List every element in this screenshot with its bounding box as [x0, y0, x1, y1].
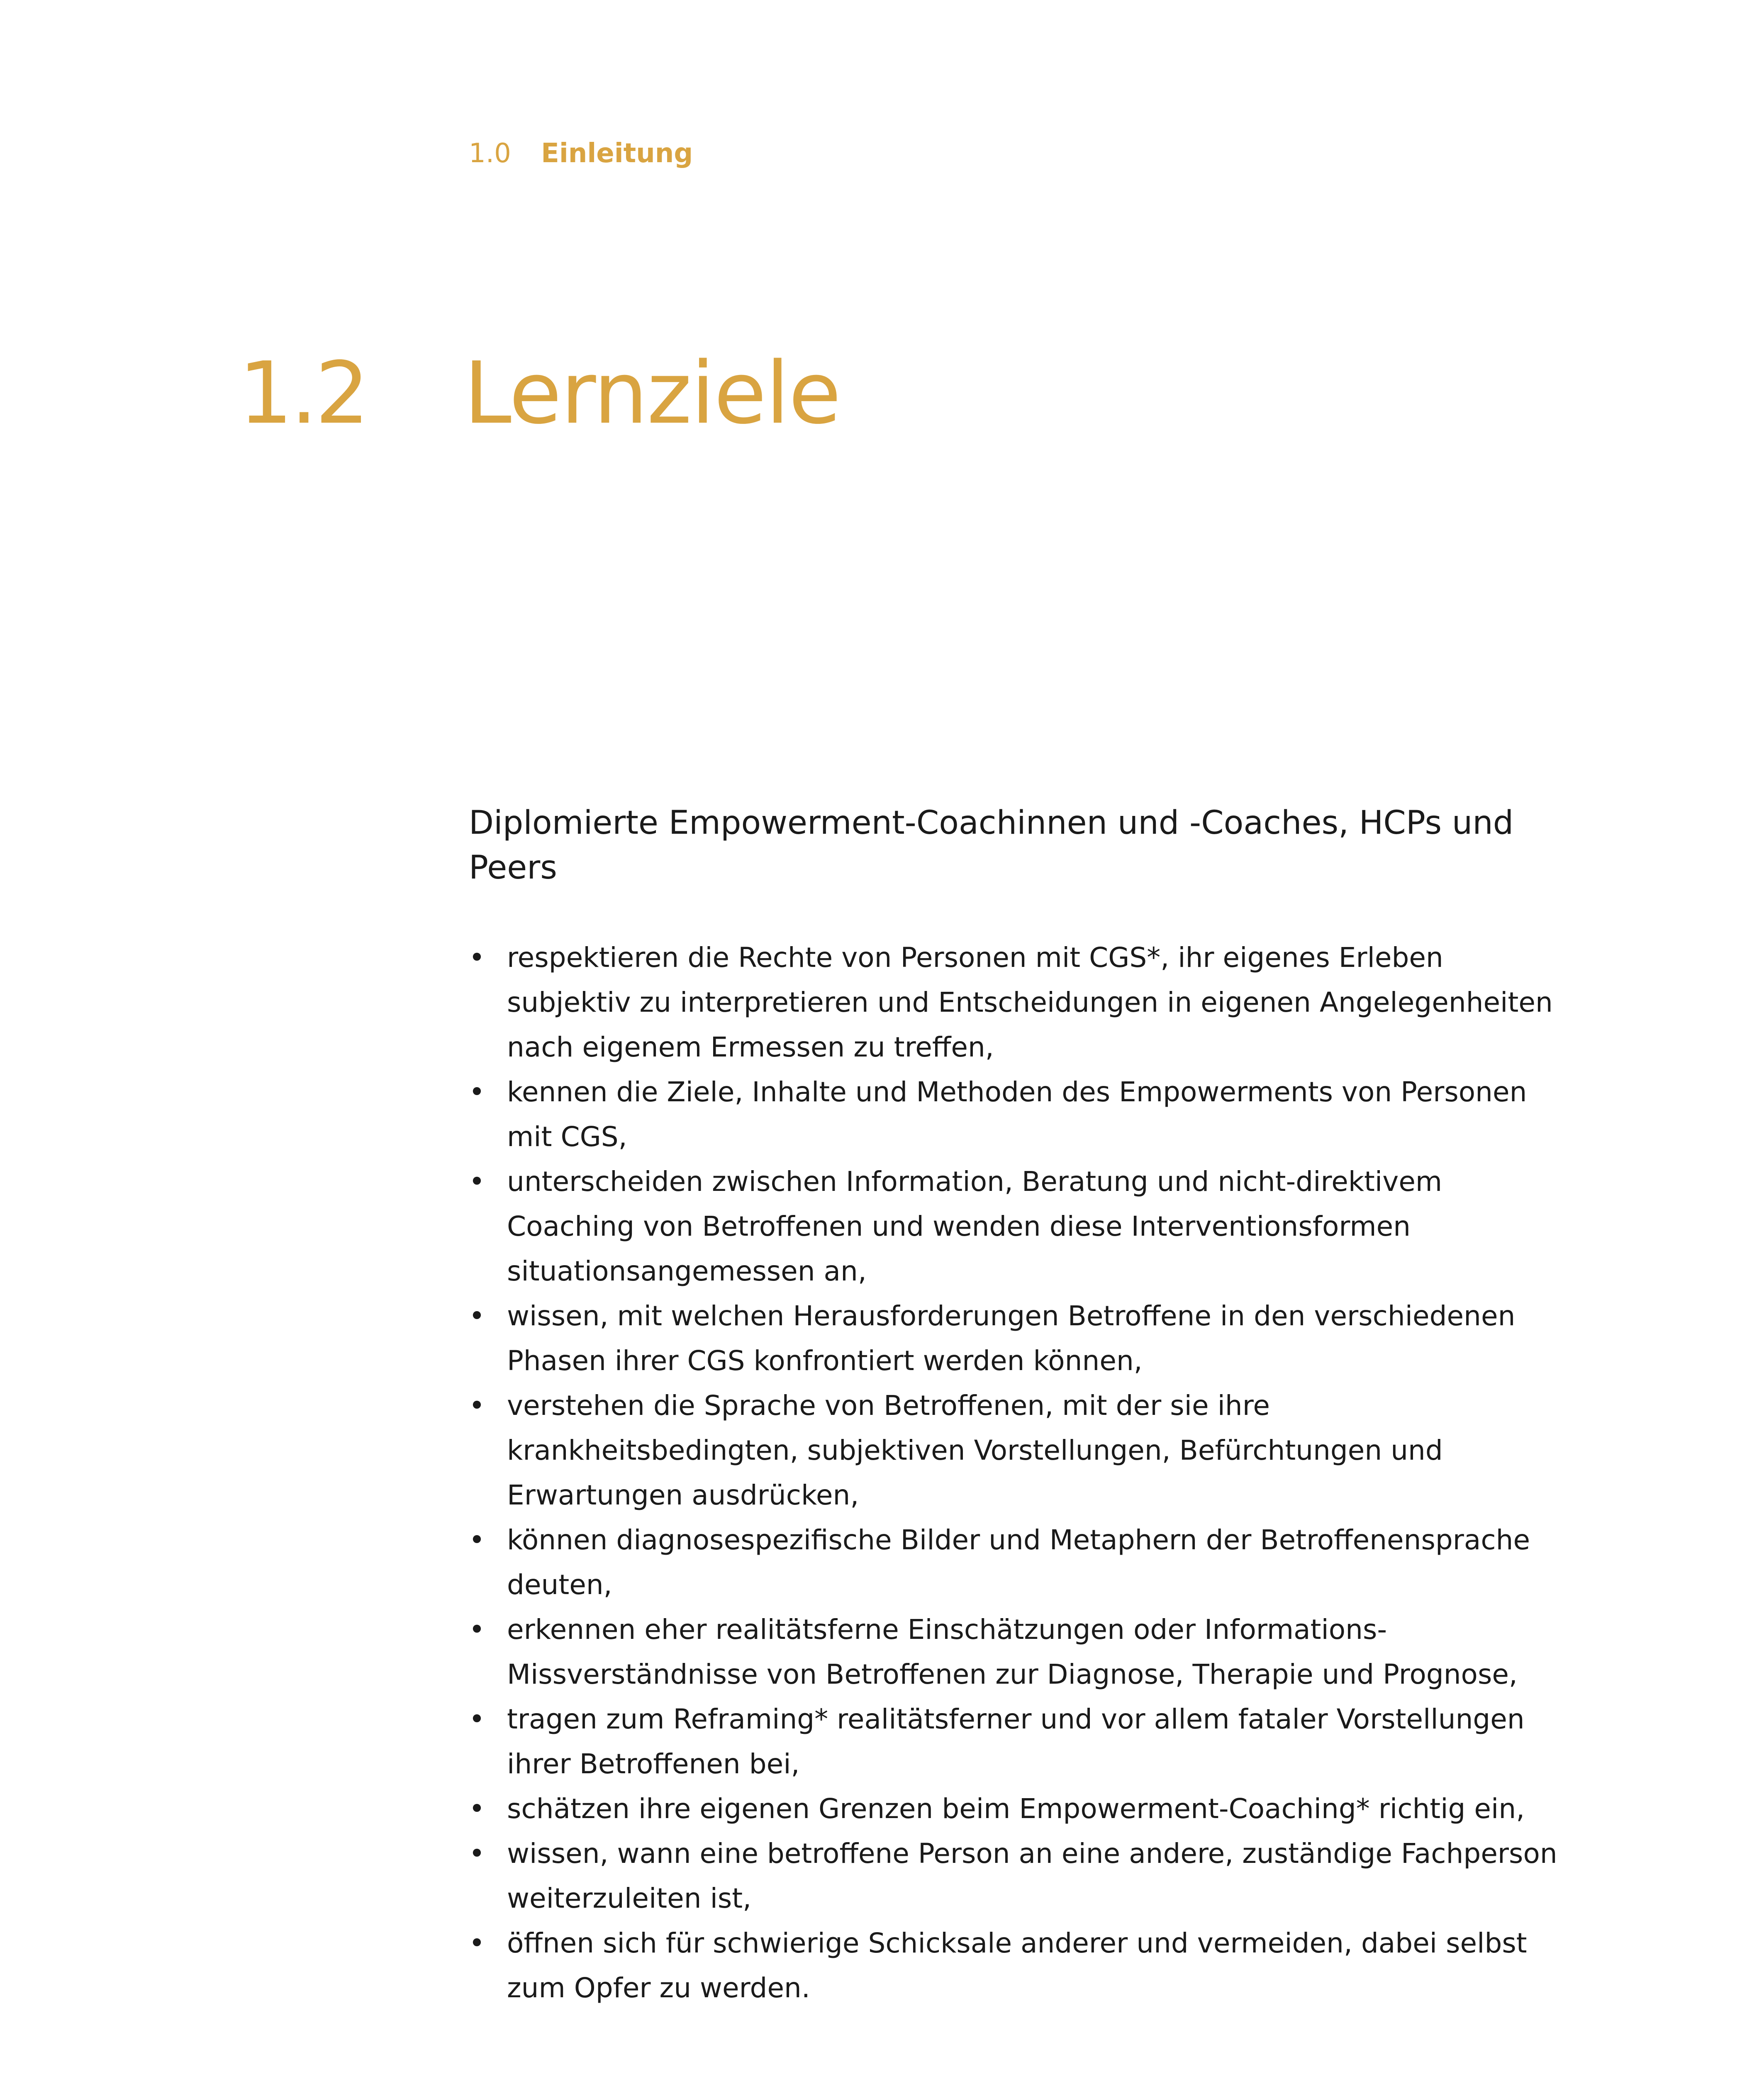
bullet-icon: • [469, 1703, 485, 1735]
bullet-icon: • [469, 1614, 485, 1646]
list-item-text: verstehen die Sprache von Betroffenen, mit der sie ihre krankheitsbedingten, subjektiven Vorstellungen, Befürchtungen und Erwartungen ausdrücken, [507, 1390, 1443, 1511]
list-item-text: kennen die Ziele, Inhalte und Methoden des Empowerments von Personen mit CGS, [507, 1076, 1527, 1153]
chapter-number: 1.0 [469, 138, 511, 169]
list-item [469, 1518, 1564, 1607]
list-item-text: schätzen ihre eigenen Grenzen beim Empowerment-Coaching* richtig ein, [507, 1793, 1525, 1825]
list-item [469, 1607, 1564, 1697]
list-item-text: wissen, mit welchen Herausforderungen Betroffene in den verschiedenen Phasen ihrer CGS konfrontiert werden können, [507, 1300, 1515, 1377]
list-item [469, 1294, 1564, 1383]
running-header [469, 140, 693, 167]
section-number: 1.2 [239, 343, 367, 443]
bullet-icon: • [469, 942, 485, 974]
bullet-icon: • [469, 1524, 485, 1556]
bullet-icon: • [469, 1076, 485, 1108]
list-item [469, 1070, 1564, 1159]
chapter-title: Einleitung [541, 138, 693, 169]
list-item-text: können diagnosespezifische Bilder und Metaphern der Betroffenensprache deuten, [507, 1524, 1530, 1601]
list-item [469, 935, 1564, 1070]
list-item [469, 1831, 1564, 1921]
list-item-text: erkennen eher realitätsferne Einschätzungen oder Informations-Missverständnisse von Betroffenen zur Diagnose, Therapie und Prognose, [507, 1614, 1518, 1690]
list-item-text: unterscheiden zwischen Information, Beratung und nicht-direktivem Coaching von Betroffenen und wenden diese Interventionsformen situationsangemessen an, [507, 1166, 1442, 1287]
list-item-text: respektieren die Rechte von Personen mit CGS*, ihr eigenes Erleben subjektiv zu interpretieren und Entscheidungen in eigenen Angelegenheiten nach eigenem Ermessen zu treffen, [507, 942, 1553, 1063]
section-title: Lernziele [464, 343, 841, 443]
list-item [469, 1159, 1564, 1294]
audience-subheading: Diplomierte Empowerment-Coachinnen und -Coaches, HCPs und Peers [469, 804, 1514, 886]
list-item [469, 1921, 1564, 2011]
bullet-icon: • [469, 1300, 485, 1332]
list-item [469, 1697, 1564, 1787]
bullet-icon: • [469, 1390, 485, 1422]
list-item [469, 1383, 1564, 1518]
list-item [469, 1787, 1564, 1831]
learning-objectives-list [469, 935, 1564, 2011]
list-item-text: wissen, wann eine betroffene Person an eine andere, zuständige Fachperson weiterzuleiten ist, [507, 1838, 1557, 1914]
list-item-text: öffnen sich für schwierige Schicksale anderer und vermeiden, dabei selbst zum Opfer zu werden. [507, 1927, 1527, 2004]
bullet-icon: • [469, 1793, 485, 1825]
bullet-icon: • [469, 1927, 485, 1959]
list-item-text: tragen zum Reframing* realitätsferner und vor allem fataler Vorstellungen ihrer Betroffenen bei, [507, 1703, 1525, 1780]
bullet-icon: • [469, 1166, 485, 1198]
section-heading [0, 343, 1764, 458]
bullet-icon: • [469, 1838, 485, 1870]
